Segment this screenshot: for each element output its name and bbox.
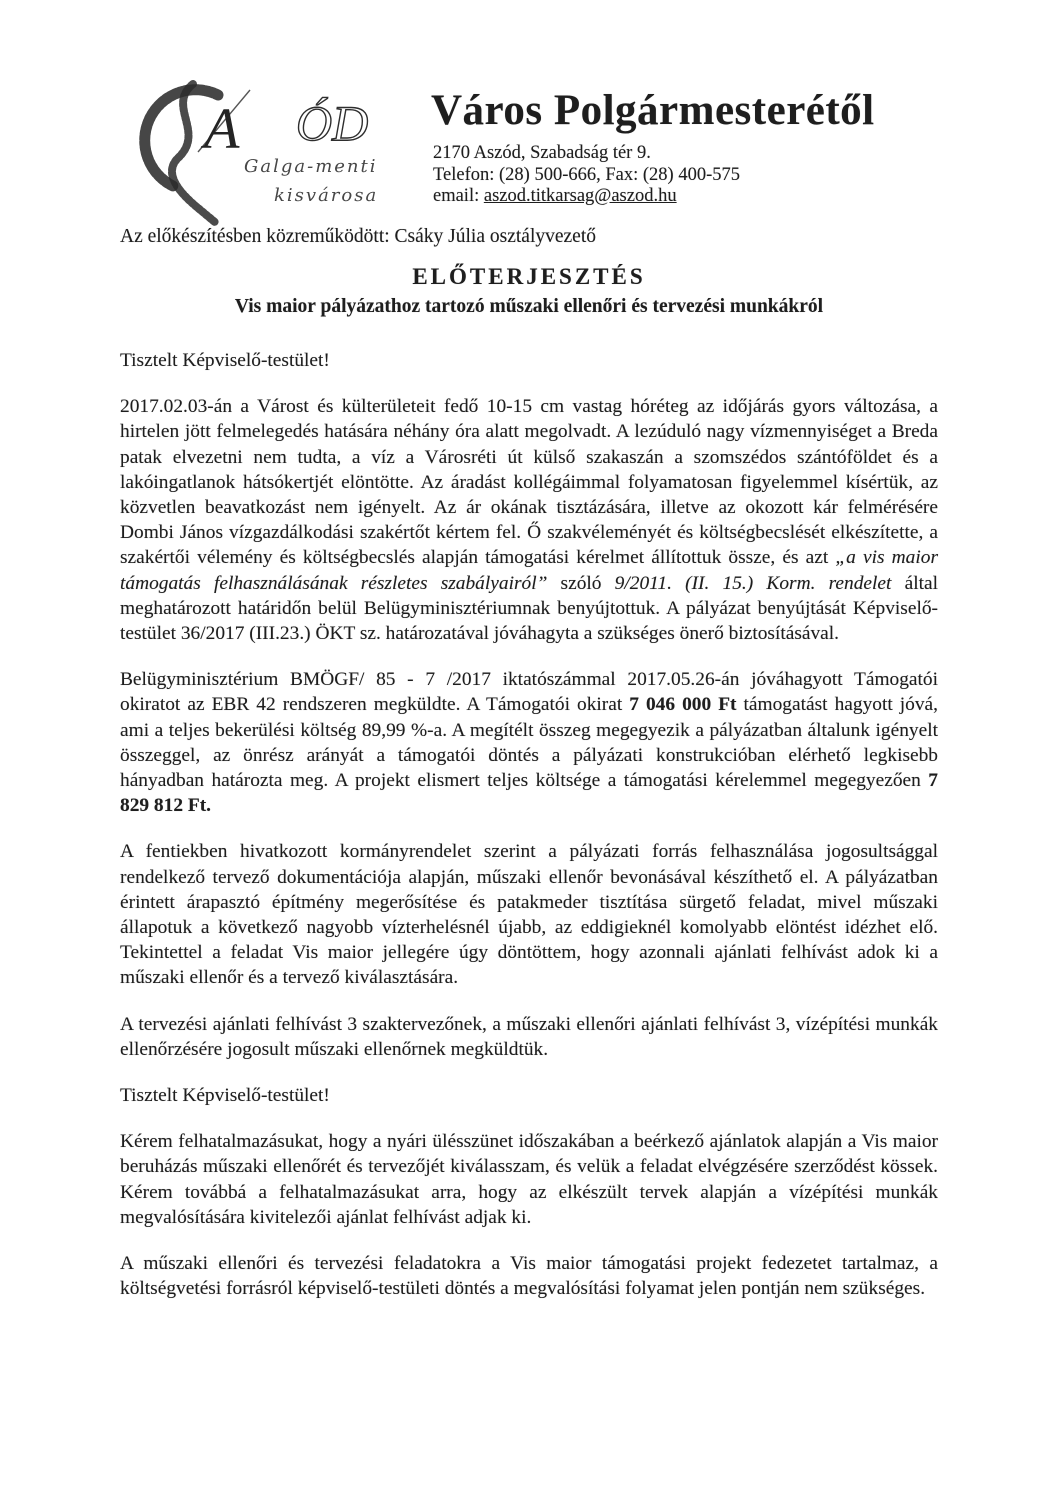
paragraph-1: 2017.02.03-án a Várost és külterületeit fedő 10-15 cm vastag hóréteg az időjárás gyors változása, a hirtelen jött felmelegedés hatására néhány óra alatt megolvadt. A lezúduló nagy vízmennyiséget a Breda patak elvezetni nem tudta, a víz a Városréti út külső szakaszán a szomszédos szántóföldet és a lakóingatlanok hátsókertjét elöntötte. Az áradást kollégáimmal folyamatosan figyelemmel kísértük, az közvetlen beavatkozást nem igényelt. Az ár okának tisztázására, illetve az okozott kár felmérésére Dombi János vízgazdálkodási szakértőt kértem fel. Ő szakvéleményét és költségbecslését elkészítette, a szakértői vélemény és költségbecslés alapján támogatási kérelmet állítottuk össze, és azt „a vis maior támogatás felhasználásának részletes szabályairól” szóló 9/2011. (II. 15.) Korm. rendelet által meghatározott határidőn belül Belügyminisztériumnak benyújtottuk. A pályázat benyújtását Képviselő-testület 36/2017 (III.23.) ÖKT sz. határozatával jóváhagyta a szükséges önerő biztosításával. — [120, 396, 938, 645]
document-title: ELŐTERJESZTÉS — [412, 264, 646, 289]
phone-fax-line: Telefon: (28) 500-666, Fax: (28) 400-575 — [433, 164, 740, 185]
document-subtitle: Vis maior pályázathoz tartozó műszaki ellenőri és tervezési munkákról — [234, 296, 824, 317]
logo-script-line2: kisvárosa — [274, 185, 379, 206]
aszod-city-logo — [118, 70, 418, 235]
email-line — [433, 186, 740, 208]
salutation-1: Tisztelt Képviselő-testület! — [120, 350, 330, 371]
paragraph-3: A fentiekben hivatkozott kormányrendelet szerint a pályázati forrás felhasználása jogosultsággal rendelkező tervező dokumentációja alapján, műszaki ellenőr bevonásával készíthető el. A pályázatban érintett árapasztó építmény megerősítése és patakmeder tisztítása sürgető feladat, mivel műszaki állapotuk a következő nagyobb vízterhelésnél újabb, az eddigieknél komolyabb elöntést idézhet elő. Tekintettel a feladat Vis maior jellegére úgy döntöttem, hogy azonnali ajánlati felhívást adok ki a műszaki ellenőr és a tervező kiválasztására. — [120, 841, 938, 989]
paragraph-6: A műszaki ellenőri és tervezési feladatokra a Vis maior támogatási projekt fedezetet tartalmaz, a költségvetési forrásról képviselő-testületi döntés a megvalósítási folyamat jelen pontján nem szükséges. — [120, 1253, 938, 1300]
address-line: 2170 Aszód, Szabadság tér 9. — [433, 143, 651, 163]
paragraph-5: Kérem felhatalmazásukat, hogy a nyári ülésszünet időszakában a beérkező ajánlatok alapján a Vis maior beruházás műszaki ellenőrét és tervezőjét kiválasszam, és velük a feladat elvégzésére szerződést kössek. Kérem továbbá a felhatalmazásukat arra, hogy az elkészült tervek alapján a vízépítési munkák megvalósítására kivitelezői ajánlat felhívást adjak ki. — [120, 1131, 938, 1228]
logo-letters-od: ÓD — [296, 95, 369, 151]
office-title: Város Polgármesterétől — [431, 87, 875, 134]
preparer-note: Az előkészítésben közreműködött: Csáky Júlia osztályvezető — [120, 226, 596, 247]
logo-letter-a: A — [204, 96, 240, 161]
logo-script-line1: Galga-menti — [244, 156, 378, 177]
paragraph-2: Belügyminisztérium BMÖGF/ 85 - 7 /2017 iktatószámmal 2017.05.26-án jóváhagyott Támogatói okiratot az EBR 42 rendszeren megküldte. A Támogatói okirat 7 046 000 Ft támogatást hagyott jóvá, ami a teljes bekerülési költség 89,99 %-a. A megítélt összeg megegyezik a pályázatban általunk igényelt összeggel, az önrész arányát a támogatói döntés a pályázati konstrukcióban elérhető legkisebb hányadban határozta meg. A projekt elismert teljes költsége a támogatási kérelemmel megegyezően 7 829 812 Ft. — [120, 669, 938, 817]
salutation-2: Tisztelt Képviselő-testület! — [120, 1085, 330, 1107]
paragraph-4: A tervezési ajánlati felhívást 3 szaktervezőnek, a műszaki ellenőri ajánlati felhívást 3, vízépítési munkák ellenőrzésére jogosult műszaki ellenőrnek megküldtük. — [120, 1013, 938, 1060]
letterhead-contact-block — [433, 143, 740, 208]
email-link[interactable]: aszod.titkarsag@aszod.hu — [483, 186, 677, 206]
email-label: email: — [433, 186, 480, 206]
document-body — [120, 348, 938, 1323]
